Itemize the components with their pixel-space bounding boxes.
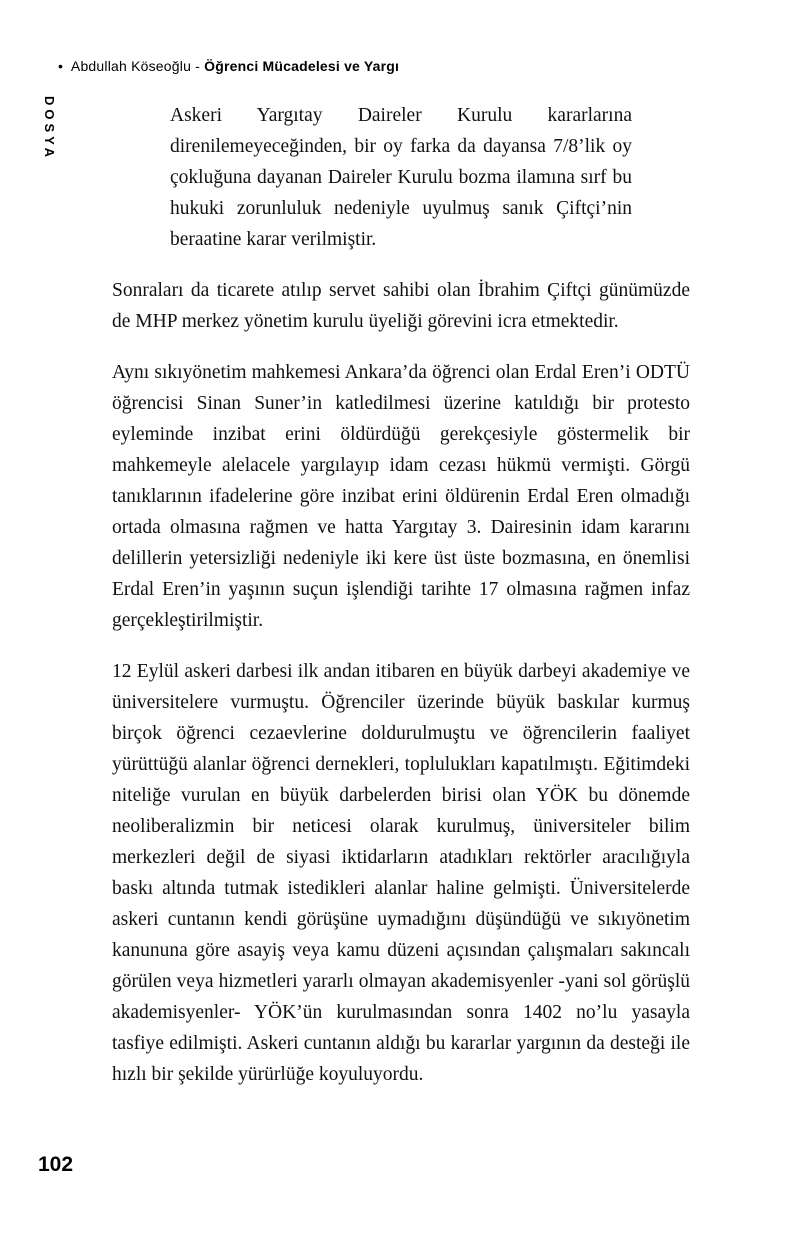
paragraph: Aynı sıkıyönetim mahkemesi Ankara’da öğrenci olan Erdal Eren’i ODTÜ öğrencisi Sinan Suner’in katledilmesi üzerine katıldığı bir protesto eyleminde inzibat erini öldürdüğü gerekçesiyle göstermelik bir mahkemeyle alelacele yargılayıp idam cezası hükmü vermişti. Görgü tanıklarının ifadelerine göre inzibat erini öldürenin Erdal Eren olmadığı ortada olmasına rağmen ve hatta Yargıtay 3. Dairesinin idam kararını delillerin yetersizliği nedeniyle iki kere üst üste bozmasına, en önemlisi Erdal Eren’in yaşının suçun işlendiği tarihte 17 olmasına rağmen infaz gerçekleştirilmiştir. <box>112 362 690 631</box>
header-author: Abdullah Köseoğlu - <box>70 58 205 74</box>
header-line <box>71 58 399 74</box>
running-header <box>58 58 738 74</box>
section-side-label: DOSYA <box>42 96 57 162</box>
page-number: 102 <box>38 1153 74 1176</box>
header-chapter-title: Öğrenci Mücadelesi ve Yargı <box>204 58 400 74</box>
blockquote: Askeri Yargıtay Daireler Kurulu kararlarına direnilemeyeceğinden, bir oy farka da dayansa 7/8’lik oy çokluğuna dayanan Daireler Kurulu bozma ilamına sırf bu hukuki zorunluluk nedeniyle uyulmuş sanık Çiftçi’nin beraatine karar verilmiştir. <box>170 105 632 250</box>
bullet-icon: • <box>58 58 63 74</box>
body-text <box>112 100 690 1090</box>
paragraph: Sonraları da ticarete atılıp servet sahibi olan İbrahim Çiftçi günümüzde de MHP merkez yönetim kurulu üyeliği görevini icra etmektedir. <box>112 280 690 332</box>
paragraph: 12 Eylül askeri darbesi ilk andan itibaren en büyük darbeyi akademiye ve üniversitelere vurmuştu. Öğrenciler üzerinde büyük baskılar kurmuş birçok öğrenci cezaevlerine doldurulmuştu ve öğrencilerin faaliyet yürüttüğü alanlar öğrenci dernekleri, toplulukları kapatılmıştı. Eğitimdeki niteliğe vurulan en büyük darbelerden birisi olan YÖK bu dönemde neoliberalizmin bir neticesi olarak kurulmuş, üniversiteler bilim merkezleri değil de siyasi iktidarların atadıkları rektörler aracılığıyla baskı altında tutmak istedikleri alanlar haline gelmişti. Üniversitelerde askeri cuntanın kendi görüşüne uymadığını düşündüğü ve sıkıyönetim kanununa göre asayiş veya kamu düzeni açısından çalışmaları sakıncalı görülen veya hizmetleri yararlı olmayan akademisyenler -yani sol görüşlü akademisyenler- YÖK’ün kurulmasından sonra 1402 no’lu yasayla tasfiye edilmişti. Askeri cuntanın aldığı bu kararlar yargının da desteği ile hızlı bir şekilde yürürlüğe koyuluyordu. <box>112 661 690 1085</box>
